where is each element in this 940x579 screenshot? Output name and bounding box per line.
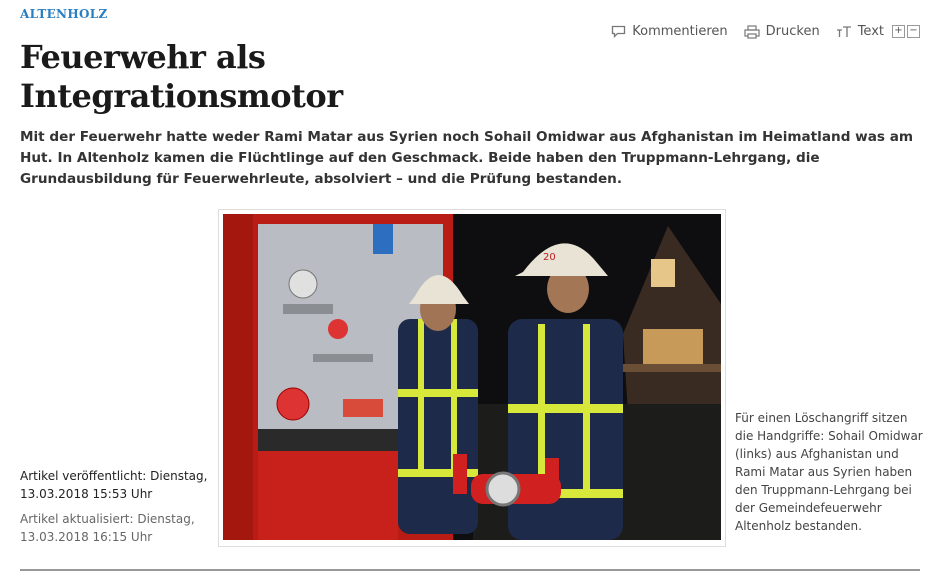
divider [20,569,920,571]
headline: Feuerwehr als Integrationsmotor [20,38,343,115]
print-label: Drucken [765,24,820,39]
increase-text-button[interactable]: + [892,25,905,38]
comment-button[interactable] [611,24,727,39]
text-size-icon [836,26,852,38]
article-photo[interactable] [223,214,721,540]
published-date: Artikel veröffentlicht: Dienstag, 13.03.2018 15:53 Uhr [20,469,208,501]
decrease-text-button[interactable]: − [907,25,920,38]
image-caption: Für einen Löschangriff sitzen die Handgriffe: Sohail Omidwar (links) aus Afghanistan und Rami Matar aus Syrien haben den Truppmann-Lehrgang bei der Gemeindefeuerwehr Altenholz bestanden. [735,411,923,533]
printer-icon [744,25,760,39]
helmet-number: 20 [543,252,556,263]
comment-label: Kommentieren [632,24,728,39]
article-lead: Mit der Feuerwehr hatte weder Rami Matar aus Syrien noch Sohail Omidwar aus Afghanistan im Heimatland was am Hut. In Altenholz kamen die Flüchtlinge auf den Geschmack. Beide haben den Truppmann-Lehrgang, die Grundausbildung für Feuerwehrleute, absolviert – und die Prüfung bestanden. [20,129,914,187]
text-size-control [836,24,920,39]
section-label[interactable]: ALTENHOLZ [20,7,108,21]
text-size-label: Text [857,24,884,39]
speech-bubble-icon [611,25,626,38]
article-image-frame [218,209,726,547]
print-button[interactable] [744,24,820,39]
article-toolbar [595,24,920,39]
updated-date: Artikel aktualisiert: Dienstag, 13.03.2018 16:15 Uhr [20,512,195,544]
